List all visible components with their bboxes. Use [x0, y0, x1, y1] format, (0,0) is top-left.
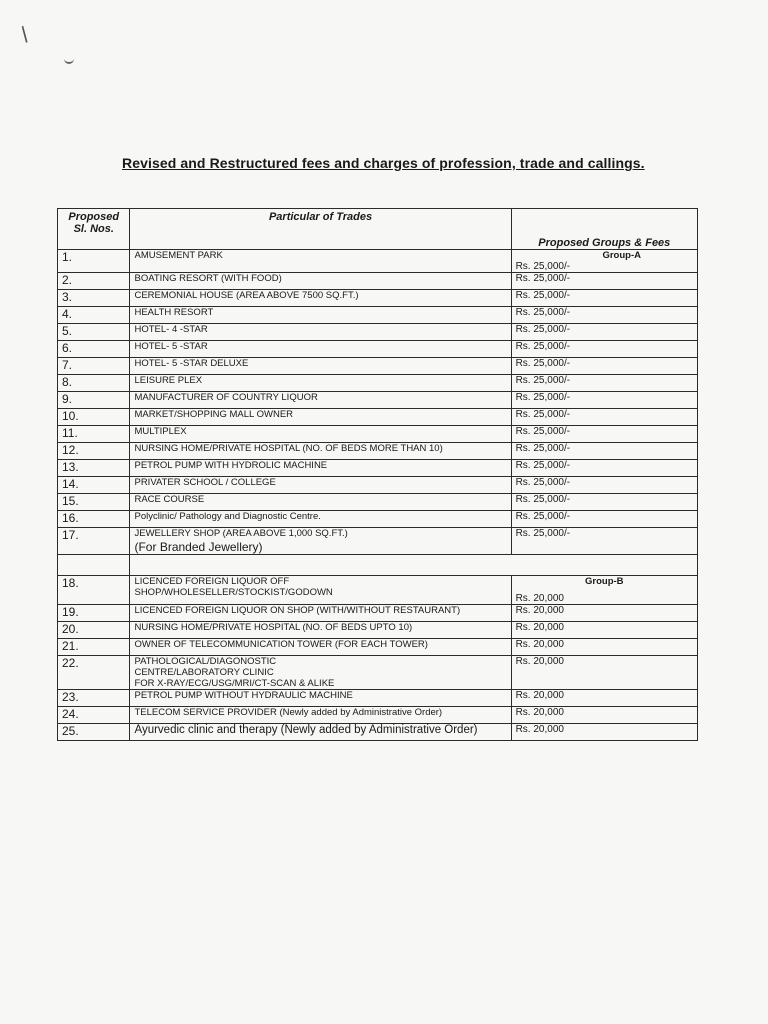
row-sl-no: 7.	[58, 358, 130, 375]
table-row	[58, 250, 698, 273]
fee-amount: Rs. 25,000/-	[515, 375, 571, 386]
row-fee	[511, 511, 697, 528]
row-particular	[130, 392, 511, 409]
row-fee	[511, 460, 697, 477]
row-fee	[511, 307, 697, 324]
fee-amount: Rs. 25,000/-	[515, 261, 571, 272]
document-title: Revised and Restructured fees and charges of profession, trade and callings.	[122, 155, 645, 171]
particular-line: TELECOM SERVICE PROVIDER (Newly added by Administrative Order)	[134, 707, 443, 718]
row-sl-no: 10.	[58, 409, 130, 426]
particular-line: HOTEL- 4 -STAR	[134, 324, 208, 335]
row-fee	[511, 392, 697, 409]
row-fee	[511, 341, 697, 358]
row-particular	[130, 426, 511, 443]
fee-amount: Rs. 25,000/-	[515, 443, 571, 454]
row-sl-no: 13.	[58, 460, 130, 477]
particular-line: Polyclinic/ Pathology and Diagnostic Centre.	[134, 511, 321, 522]
header-sl-no: Proposed Sl. Nos.	[58, 209, 130, 250]
table-row	[58, 290, 698, 307]
particular-line: PETROL PUMP WITHOUT HYDRAULIC MACHINE	[134, 690, 353, 701]
particular-note: (For Branded Jewellery)	[134, 540, 263, 554]
row-sl-no: 16.	[58, 511, 130, 528]
row-particular	[130, 307, 511, 324]
fee-amount: Rs. 25,000/-	[515, 426, 571, 437]
row-sl-no: 17.	[58, 528, 130, 555]
fees-table	[57, 208, 698, 741]
particular-line: PRIVATER SCHOOL / COLLEGE	[134, 477, 276, 488]
fee-amount: Rs. 20,000	[515, 724, 564, 735]
row-fee	[511, 576, 697, 605]
row-particular	[130, 707, 511, 724]
row-particular	[130, 460, 511, 477]
row-sl-no: 24.	[58, 707, 130, 724]
fee-amount: Rs. 25,000/-	[515, 409, 571, 420]
row-particular	[130, 656, 511, 690]
fee-amount: Rs. 25,000/-	[515, 528, 571, 539]
row-particular	[130, 690, 511, 707]
fee-amount: Rs. 25,000/-	[515, 494, 571, 505]
fee-amount: Rs. 20,000	[515, 605, 564, 616]
row-sl-no: 25.	[58, 724, 130, 741]
row-fee	[511, 622, 697, 639]
row-fee	[511, 656, 697, 690]
table-row	[58, 494, 698, 511]
table-row	[58, 639, 698, 656]
table-body	[58, 250, 698, 741]
fee-amount: Rs. 20,000	[515, 656, 564, 667]
particular-line: NURSING HOME/PRIVATE HOSPITAL (NO. OF BEDS UPTO 10)	[134, 622, 413, 633]
particular-line: FOR X-RAY/ECG/USG/MRI/CT-SCAN & ALIKE	[134, 678, 335, 689]
row-particular	[130, 639, 511, 656]
row-particular	[130, 250, 511, 273]
row-particular	[130, 576, 511, 605]
table-row	[58, 392, 698, 409]
row-particular	[130, 358, 511, 375]
row-fee	[511, 409, 697, 426]
fee-amount: Rs. 20,000	[515, 690, 564, 701]
row-sl-no: 12.	[58, 443, 130, 460]
row-particular	[130, 494, 511, 511]
row-fee	[511, 724, 697, 741]
fee-amount: Rs. 25,000/-	[515, 392, 571, 403]
particular-line: LICENCED FOREIGN LIQUOR OFF	[134, 576, 290, 587]
particular-line: OWNER OF TELECOMMUNICATION TOWER (FOR EACH TOWER)	[134, 639, 428, 650]
row-sl-no: 6.	[58, 341, 130, 358]
row-fee	[511, 443, 697, 460]
table-row	[58, 724, 698, 741]
table-row	[58, 375, 698, 392]
table-row	[58, 307, 698, 324]
table-header-row	[58, 209, 698, 250]
particular-line: MULTIPLEX	[134, 426, 187, 437]
row-fee	[511, 690, 697, 707]
particular-line: CENTRE/LABORATORY CLINIC	[134, 667, 274, 678]
separator-cell	[130, 555, 698, 576]
fee-amount: Rs. 25,000/-	[515, 460, 571, 471]
header-fees: Proposed Groups & Fees	[511, 209, 697, 250]
group-a-label: Group-A	[602, 250, 641, 261]
fee-amount: Rs. 25,000/-	[515, 358, 571, 369]
table-row	[58, 511, 698, 528]
fee-amount: Rs. 25,000/-	[515, 324, 571, 335]
fee-amount: Rs. 25,000/-	[515, 477, 571, 488]
particular-line: LEISURE PLEX	[134, 375, 203, 386]
fee-amount: Rs. 25,000/-	[515, 307, 571, 318]
row-fee	[511, 528, 697, 555]
table-row	[58, 605, 698, 622]
fee-amount: Rs. 20,000	[515, 593, 564, 604]
particular-line: HEALTH RESORT	[134, 307, 214, 318]
particular-line: HOTEL- 5 -STAR	[134, 341, 208, 352]
row-sl-no: 14.	[58, 477, 130, 494]
group-b-label: Group-B	[585, 576, 624, 587]
row-sl-no: 8.	[58, 375, 130, 392]
particular-line: HOTEL- 5 -STAR DELUXE	[134, 358, 249, 369]
row-sl-no: 9.	[58, 392, 130, 409]
scan-smudge-mark	[64, 56, 74, 64]
fee-amount: Rs. 20,000	[515, 622, 564, 633]
fee-amount: Rs. 20,000	[515, 707, 564, 718]
row-fee	[511, 426, 697, 443]
row-particular	[130, 443, 511, 460]
particular-line: AMUSEMENT PARK	[134, 250, 223, 261]
header-particular: Particular of Trades	[130, 209, 511, 250]
fee-amount: Rs. 20,000	[515, 639, 564, 650]
separator-cell	[58, 555, 130, 576]
row-particular	[130, 341, 511, 358]
table-row	[58, 707, 698, 724]
row-fee	[511, 477, 697, 494]
table-row	[58, 409, 698, 426]
particular-line: JEWELLERY SHOP (AREA ABOVE 1,000 SQ.FT.)	[134, 528, 348, 539]
row-fee	[511, 707, 697, 724]
row-fee	[511, 494, 697, 511]
row-particular	[130, 290, 511, 307]
particular-line: PETROL PUMP WITH HYDROLIC MACHINE	[134, 460, 328, 471]
scan-pen-mark: /	[15, 22, 34, 47]
row-sl-no: 11.	[58, 426, 130, 443]
row-particular	[130, 477, 511, 494]
row-sl-no: 22.	[58, 656, 130, 690]
table-row	[58, 324, 698, 341]
row-fee	[511, 358, 697, 375]
row-fee	[511, 324, 697, 341]
row-particular	[130, 528, 511, 555]
table-row	[58, 576, 698, 605]
table-row	[58, 358, 698, 375]
particular-line: PATHOLOGICAL/DIAGONOSTIC	[134, 656, 277, 667]
fee-amount: Rs. 25,000/-	[515, 341, 571, 352]
table-row	[58, 690, 698, 707]
particular-line: Ayurvedic clinic and therapy (Newly added by Administrative Order)	[134, 724, 478, 736]
table-row	[58, 656, 698, 690]
row-sl-no: 21.	[58, 639, 130, 656]
row-particular	[130, 324, 511, 341]
particular-line: BOATING RESORT (WITH FOOD)	[134, 273, 282, 284]
table-row	[58, 477, 698, 494]
row-fee	[511, 273, 697, 290]
table-row	[58, 273, 698, 290]
particular-line: NURSING HOME/PRIVATE HOSPITAL (NO. OF BEDS MORE THAN 10)	[134, 443, 443, 454]
row-fee	[511, 290, 697, 307]
row-fee	[511, 250, 697, 273]
particular-line: SHOP/WHOLESELLER/STOCKIST/GODOWN	[134, 587, 333, 598]
row-particular	[130, 605, 511, 622]
row-particular	[130, 409, 511, 426]
particular-line: MARKET/SHOPPING MALL OWNER	[134, 409, 294, 420]
table-row	[58, 341, 698, 358]
group-separator-row	[58, 555, 698, 576]
row-sl-no: 18.	[58, 576, 130, 605]
fee-amount: Rs. 25,000/-	[515, 511, 571, 522]
particular-line: MANUFACTURER OF COUNTRY LIQUOR	[134, 392, 318, 403]
row-fee	[511, 605, 697, 622]
row-particular	[130, 511, 511, 528]
table-row	[58, 622, 698, 639]
table-row	[58, 528, 698, 555]
fee-amount: Rs. 25,000/-	[515, 290, 571, 301]
row-sl-no: 20.	[58, 622, 130, 639]
row-fee	[511, 375, 697, 392]
row-sl-no: 3.	[58, 290, 130, 307]
row-sl-no: 2.	[58, 273, 130, 290]
row-sl-no: 5.	[58, 324, 130, 341]
fee-amount: Rs. 25,000/-	[515, 273, 571, 284]
row-sl-no: 1.	[58, 250, 130, 273]
particular-line: CEREMONIAL HOUSE (AREA ABOVE 7500 SQ.FT.)	[134, 290, 359, 301]
row-particular	[130, 622, 511, 639]
row-sl-no: 4.	[58, 307, 130, 324]
row-sl-no: 19.	[58, 605, 130, 622]
particular-line: RACE COURSE	[134, 494, 205, 505]
row-particular	[130, 724, 511, 741]
row-particular	[130, 273, 511, 290]
row-fee	[511, 639, 697, 656]
particular-line: LICENCED FOREIGN LIQUOR ON SHOP (WITH/WITHOUT RESTAURANT)	[134, 605, 461, 616]
table-row	[58, 460, 698, 477]
row-sl-no: 15.	[58, 494, 130, 511]
row-particular	[130, 375, 511, 392]
row-sl-no: 23.	[58, 690, 130, 707]
table-row	[58, 443, 698, 460]
table-row	[58, 426, 698, 443]
